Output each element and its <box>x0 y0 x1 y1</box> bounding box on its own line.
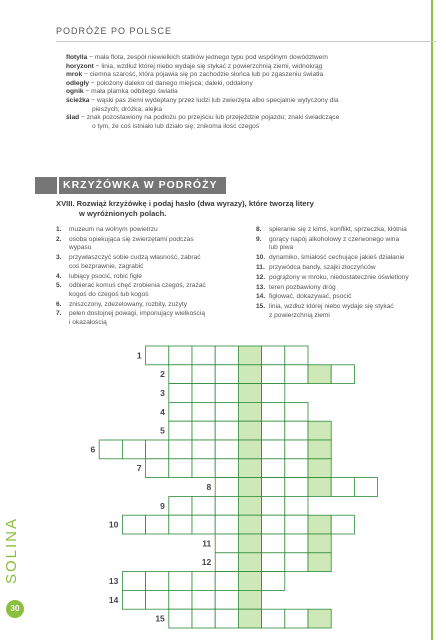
crossword-cell-highlighted[interactable] <box>308 553 331 572</box>
clue-text: spieranie się z kimś, konflikt, sprzeczka, kłótnia <box>269 226 407 233</box>
crossword-row-number: 13 <box>108 576 119 586</box>
glossary-term: ścieżka <box>66 96 90 104</box>
crossword-cell[interactable] <box>331 478 354 497</box>
crossword-cell[interactable] <box>169 440 192 459</box>
clue-text: lubiący psocić, robić figle <box>69 272 142 280</box>
clue-number: 8. <box>256 226 262 233</box>
crossword-cell[interactable] <box>146 572 169 591</box>
crossword-cell[interactable] <box>262 534 285 553</box>
crossword-cell[interactable] <box>215 590 238 609</box>
crossword-cell[interactable] <box>122 440 145 459</box>
crossword-cell-highlighted[interactable] <box>238 590 261 609</box>
crossword-cell[interactable] <box>285 365 308 384</box>
crossword-cell[interactable] <box>192 590 215 609</box>
crossword-cell[interactable] <box>285 402 308 421</box>
crossword-cell-highlighted[interactable] <box>308 609 331 628</box>
crossword-cell-highlighted[interactable] <box>238 496 261 515</box>
clue-number: 3. <box>56 254 62 262</box>
crossword-cell[interactable] <box>285 515 308 534</box>
clue-number: 12. <box>256 273 266 281</box>
clue-number: 15. <box>256 303 266 311</box>
crossword-cell[interactable] <box>215 496 238 515</box>
crossword-cell-highlighted[interactable] <box>238 365 261 384</box>
crossword-cell[interactable] <box>285 609 308 628</box>
clue-text: linia, wzdłuż której niebo wydaje się stykać z powierzchnią ziemi <box>269 303 394 319</box>
crossword-cell[interactable] <box>169 421 192 440</box>
clue-text: przywłaszczyć sobie cudzą własność, zabrać coś bezprawnie, zagrabić <box>69 254 201 270</box>
glossary-term: horyzont <box>66 62 94 70</box>
crossword-cell-highlighted[interactable] <box>238 459 261 478</box>
crossword-cell[interactable] <box>285 459 308 478</box>
crossword-cell[interactable] <box>122 515 145 534</box>
crossword-cell[interactable] <box>146 440 169 459</box>
clue-number: 9. <box>256 235 262 243</box>
clue-number: 2. <box>56 235 62 243</box>
crossword-cell-highlighted[interactable] <box>238 553 261 572</box>
crossword-cell[interactable] <box>262 515 285 534</box>
glossary-definition: − ciemna szarość, która pojawia się po zachodzie słońca lub po zgaszeniu światła <box>82 71 324 79</box>
crossword-cell-highlighted[interactable] <box>308 515 331 534</box>
crossword-cell[interactable] <box>99 440 122 459</box>
crossword-cell[interactable] <box>169 609 192 628</box>
crossword-cell[interactable] <box>331 515 354 534</box>
crossword-cell[interactable] <box>169 384 192 403</box>
crossword-cell[interactable] <box>262 496 285 515</box>
crossword-cell[interactable] <box>169 346 192 365</box>
crossword-row-number: 4 <box>160 406 165 417</box>
clue-number: 6. <box>56 300 62 308</box>
clue-text: osoba opiekująca się zwierzętami podczas wypasu <box>69 235 194 252</box>
crossword-row-number: 3 <box>160 388 165 398</box>
crossword-cell[interactable] <box>192 365 215 384</box>
crossword-cell-highlighted[interactable] <box>238 515 261 534</box>
clue-text: teren pozbawiony dróg <box>269 283 336 291</box>
clue-text: figlować, dokazywać, psocić <box>269 293 352 301</box>
crossword-cell-highlighted[interactable] <box>238 478 261 497</box>
crossword-cell-highlighted[interactable] <box>308 421 331 440</box>
clue-text: dynamiko, śmiałość cechujące jakieś działanie <box>269 254 405 262</box>
crossword-cell-highlighted[interactable] <box>238 572 261 591</box>
crossword-cell[interactable] <box>285 440 308 459</box>
crossword-cell-highlighted[interactable] <box>308 534 331 553</box>
crossword-cell[interactable] <box>215 478 238 497</box>
crossword-cell[interactable] <box>192 440 215 459</box>
glossary-definition: o tym, że coś istniało lub działo się; znikoma ilość czegoś <box>92 122 260 130</box>
crossword-cell-highlighted[interactable] <box>308 365 331 384</box>
crossword-cell[interactable] <box>169 496 192 515</box>
crossword-row-number: 2 <box>160 369 165 380</box>
crossword-cell[interactable] <box>285 346 308 365</box>
crossword-cell[interactable] <box>192 572 215 591</box>
clue-number: 1. <box>56 226 62 233</box>
crossword-cell[interactable] <box>285 421 308 440</box>
crossword-row-number: 12 <box>201 557 212 568</box>
crossword-cell[interactable] <box>215 515 238 534</box>
glossary-term: flotylla <box>66 54 88 61</box>
crossword-cell-highlighted[interactable] <box>308 440 331 459</box>
crossword-row-number: 14 <box>108 594 119 605</box>
clue-number: 7. <box>56 310 62 318</box>
clue-text: pełen dostojnej powagi, imponujący wielkością i okazałością <box>69 310 205 327</box>
crossword-cell-highlighted[interactable] <box>238 384 261 403</box>
crossword-cell[interactable] <box>192 496 215 515</box>
crossword-cell-highlighted[interactable] <box>308 459 331 478</box>
crossword-row-number: 1 <box>136 350 142 361</box>
crossword-cell[interactable] <box>262 421 285 440</box>
clue-number: 14. <box>256 293 266 301</box>
crossword-cell-highlighted[interactable] <box>238 609 261 628</box>
clue-text: przywódca bandy, szajki złoczyńców <box>269 263 376 271</box>
page-header: PODRÓŻE PO POLSCE <box>56 26 173 36</box>
crossword-cell[interactable] <box>192 402 215 421</box>
crossword-cell[interactable] <box>122 590 145 609</box>
glossary-term: ognik <box>66 88 84 96</box>
crossword-row-number: 15 <box>155 613 165 624</box>
banner-title: KRZYŻÓWKA W PODRÓŻY <box>59 177 226 194</box>
crossword-cell[interactable] <box>215 459 238 478</box>
crossword-cell[interactable] <box>285 553 308 572</box>
crossword-cell[interactable] <box>285 534 308 553</box>
crossword-cell[interactable] <box>262 402 285 421</box>
crossword-cell[interactable] <box>169 365 192 384</box>
crossword-cell[interactable] <box>169 402 192 421</box>
crossword-cell[interactable] <box>215 553 238 572</box>
crossword-cell-highlighted[interactable] <box>238 440 261 459</box>
crossword-cell-highlighted[interactable] <box>238 402 261 421</box>
crossword-cell[interactable] <box>215 402 238 421</box>
crossword-cell[interactable] <box>262 553 285 572</box>
task-line-2: w wyróżnionych polach. <box>79 209 167 218</box>
glossary-definition: pieszych; dróżka; alejka <box>92 105 163 113</box>
crossword-cell[interactable] <box>169 515 192 534</box>
crossword-row-number: 7 <box>136 463 142 474</box>
clue-text: gorący napój alkoholowy z czerwonego wina lub piwa <box>269 235 400 252</box>
crossword-cell[interactable] <box>285 478 308 497</box>
crossword-cell[interactable] <box>215 609 238 628</box>
glossary-definition: − znak pozostawiony na podłożu po przejściu lub przejeździe pojazdu; znaki świadczące <box>79 114 340 122</box>
crossword-cell[interactable] <box>262 440 285 459</box>
crossword-cell[interactable] <box>215 440 238 459</box>
crossword-cell[interactable] <box>262 609 285 628</box>
glossary-definition: − mała flota, zespół niewielkich statków jednego typu pod wspólnym dowództwem <box>87 54 328 61</box>
crossword-cell[interactable] <box>146 459 169 478</box>
task-line-1: XVIII. Rozwiąż krzyżówkę i podaj hasło (dwa wyrazy), które tworzą litery <box>56 199 314 208</box>
crossword-row-number: 11 <box>202 538 212 549</box>
crossword-row-number: 6 <box>90 444 96 455</box>
glossary-definition: − wąski pas ziemi wydeptany przez ludzi lub zwierzęta albo specjalnie wytyczony dla <box>89 96 339 104</box>
clue-text: muzeum na wolnym powietrzu <box>69 226 158 233</box>
glossary-definition: − położony daleko od danego miejsca; daleki, oddalony <box>89 79 253 87</box>
crossword-cell-highlighted[interactable] <box>238 346 261 365</box>
crossword-cell[interactable] <box>169 459 192 478</box>
crossword-cell[interactable] <box>215 534 238 553</box>
crossword-cell[interactable] <box>192 515 215 534</box>
crossword-cell[interactable] <box>122 572 145 591</box>
crossword-cell[interactable] <box>192 384 215 403</box>
glossary-definition: − mała plamka odbitego światła <box>83 88 178 96</box>
crossword-cell[interactable] <box>169 572 192 591</box>
crossword-cell[interactable] <box>146 590 169 609</box>
crossword-cell[interactable] <box>262 459 285 478</box>
crossword-cell[interactable] <box>192 609 215 628</box>
clue-number: 11. <box>256 263 265 271</box>
glossary-term: mrok <box>66 71 83 79</box>
glossary-term: ślad <box>66 114 80 122</box>
crossword-row-number: 10 <box>108 519 119 530</box>
crossword-cell[interactable] <box>192 421 215 440</box>
crossword-cell[interactable] <box>215 384 238 403</box>
crossword-cell[interactable] <box>262 346 285 365</box>
crossword-cell[interactable] <box>331 365 354 384</box>
crossword-cell[interactable] <box>354 478 377 497</box>
crossword-cell[interactable] <box>215 346 238 365</box>
side-label <box>1 496 21 586</box>
clue-text: pogrążony w mroku, niedostatecznie oświetlony <box>269 273 409 281</box>
crossword-cell[interactable] <box>262 365 285 384</box>
crossword-cell[interactable] <box>215 572 238 591</box>
crossword-cell-highlighted[interactable] <box>238 421 261 440</box>
clue-text: odbierać komuś chęć zrobienia czegoś, zrażać kogoś do czegoś lub kogoś <box>69 282 206 298</box>
crossword-cell[interactable] <box>169 590 192 609</box>
crossword-row-number: 5 <box>160 425 165 436</box>
crossword-row-number: 8 <box>206 482 212 492</box>
clue-text: zniszczony, zdezelowany, rozbity, zużyty <box>69 300 187 308</box>
crossword-cell-highlighted[interactable] <box>238 534 261 553</box>
crossword-row-number: 9 <box>160 500 165 511</box>
crossword-cell[interactable] <box>146 346 169 365</box>
crossword-cell[interactable] <box>262 478 285 497</box>
clue-number: 5. <box>56 282 62 290</box>
page-number: 30 <box>6 600 24 618</box>
crossword-cell[interactable] <box>262 572 285 591</box>
clue-number: 4. <box>56 272 62 280</box>
crossword-cell[interactable] <box>262 384 285 403</box>
glossary-definition: − linia, wzdłuż której niebo wydaje się stykać z powierzchnią ziemi, widnokrąg <box>93 62 323 70</box>
side-label-text: SOLINA <box>3 516 20 584</box>
crossword-cell-highlighted[interactable] <box>308 478 331 497</box>
glossary-term: odległy <box>66 79 90 87</box>
crossword-cell[interactable] <box>215 421 238 440</box>
crossword-cell[interactable] <box>215 365 238 384</box>
crossword-cell[interactable] <box>146 515 169 534</box>
clue-number: 13. <box>256 283 266 291</box>
crossword-cell[interactable] <box>192 459 215 478</box>
clue-number: 10. <box>256 254 266 262</box>
crossword-cell[interactable] <box>192 346 215 365</box>
crossword-cell[interactable] <box>285 496 308 515</box>
